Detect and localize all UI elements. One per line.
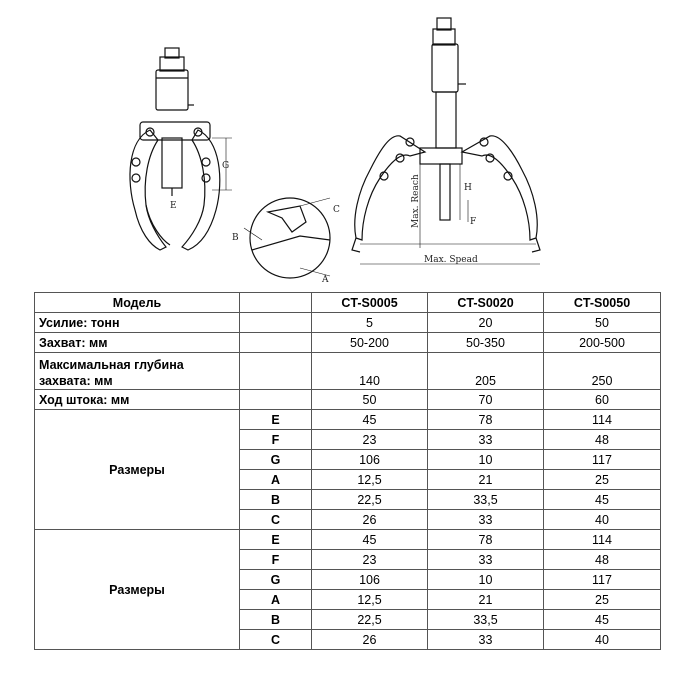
jaw-detail-circle [244, 198, 330, 278]
dim-label-e: E [170, 201, 177, 211]
cell: 50 [544, 313, 661, 333]
cell: 40 [544, 510, 661, 530]
cell: 48 [544, 430, 661, 450]
cell: 200-500 [544, 333, 661, 353]
row-label-max-depth-line2: захвата: мм [39, 374, 113, 388]
dim-letter: E [240, 530, 312, 550]
group-label-dimensions: Размеры [35, 530, 240, 650]
cell: 48 [544, 550, 661, 570]
dim-label-h: H [464, 183, 472, 193]
table-row [35, 410, 661, 430]
cell: 40 [544, 630, 661, 650]
cell: 50-350 [428, 333, 544, 353]
dim-letter: F [240, 430, 312, 450]
cell: 12,5 [312, 590, 428, 610]
cell: 25 [544, 590, 661, 610]
row-blank [240, 353, 312, 390]
row-label-force: Усилие: тонн [35, 313, 240, 333]
dim-label-b: B [232, 233, 239, 243]
table-row [35, 390, 661, 410]
header-model: Модель [35, 293, 240, 313]
cell: 60 [544, 390, 661, 410]
cell: 5 [312, 313, 428, 333]
cell: 33 [428, 510, 544, 530]
dim-letter: E [240, 410, 312, 430]
dim-letter: F [240, 550, 312, 570]
cell: 70 [428, 390, 544, 410]
cell: 78 [428, 530, 544, 550]
cell: 50 [312, 390, 428, 410]
table-row [35, 353, 661, 390]
cell: 21 [428, 590, 544, 610]
cell: 106 [312, 450, 428, 470]
cell: 10 [428, 450, 544, 470]
dim-label-max-reach: Max. Reach [411, 174, 421, 228]
cell: 114 [544, 530, 661, 550]
cell: 45 [544, 490, 661, 510]
right-puller-figure [352, 18, 540, 264]
dim-letter: B [240, 610, 312, 630]
header-col-2: CT-S0020 [428, 293, 544, 313]
header-col-1: CT-S0005 [312, 293, 428, 313]
cell: 114 [544, 410, 661, 430]
cell: 26 [312, 630, 428, 650]
table-row [35, 313, 661, 333]
cell: 10 [428, 570, 544, 590]
cell: 45 [544, 610, 661, 630]
table-row [35, 333, 661, 353]
cell: 250 [544, 353, 661, 390]
header-col-3: CT-S0050 [544, 293, 661, 313]
table-header-row [35, 293, 661, 313]
group-label-dimensions: Размеры [35, 410, 240, 530]
table-row [35, 530, 661, 550]
dim-label-max-spead: Max. Spead [424, 255, 478, 265]
cell: 50-200 [312, 333, 428, 353]
cell: 33 [428, 630, 544, 650]
dim-letter: C [240, 630, 312, 650]
cell: 21 [428, 470, 544, 490]
cell: 140 [312, 353, 428, 390]
row-label-max-depth-line1: Максимальная глубина [39, 358, 184, 372]
cell: 25 [544, 470, 661, 490]
row-blank [240, 313, 312, 333]
row-label-grip: Захват: мм [35, 333, 240, 353]
spec-table [34, 292, 661, 650]
cell: 33 [428, 550, 544, 570]
cell: 22,5 [312, 610, 428, 630]
dim-label-g: G [222, 161, 230, 171]
dim-letter: C [240, 510, 312, 530]
row-label-max-depth [35, 353, 240, 390]
cell: 45 [312, 530, 428, 550]
row-blank [240, 390, 312, 410]
dim-letter: G [240, 450, 312, 470]
dim-letter: B [240, 490, 312, 510]
row-blank [240, 333, 312, 353]
puller-technical-drawing [0, 0, 700, 290]
cell: 26 [312, 510, 428, 530]
cell: 22,5 [312, 490, 428, 510]
header-blank [240, 293, 312, 313]
cell: 117 [544, 450, 661, 470]
cell: 12,5 [312, 470, 428, 490]
cell: 23 [312, 550, 428, 570]
cell: 106 [312, 570, 428, 590]
row-label-stroke: Ход штока: мм [35, 390, 240, 410]
dim-label-c: C [333, 205, 340, 215]
cell: 205 [428, 353, 544, 390]
dim-letter: A [240, 470, 312, 490]
left-puller-figure [130, 48, 232, 250]
dim-label-a: A [322, 275, 329, 285]
cell: 33,5 [428, 490, 544, 510]
cell: 23 [312, 430, 428, 450]
cell: 78 [428, 410, 544, 430]
cell: 33,5 [428, 610, 544, 630]
cell: 45 [312, 410, 428, 430]
dim-label-f: F [470, 217, 477, 227]
dim-letter: A [240, 590, 312, 610]
cell: 33 [428, 430, 544, 450]
cell: 117 [544, 570, 661, 590]
cell: 20 [428, 313, 544, 333]
dim-letter: G [240, 570, 312, 590]
